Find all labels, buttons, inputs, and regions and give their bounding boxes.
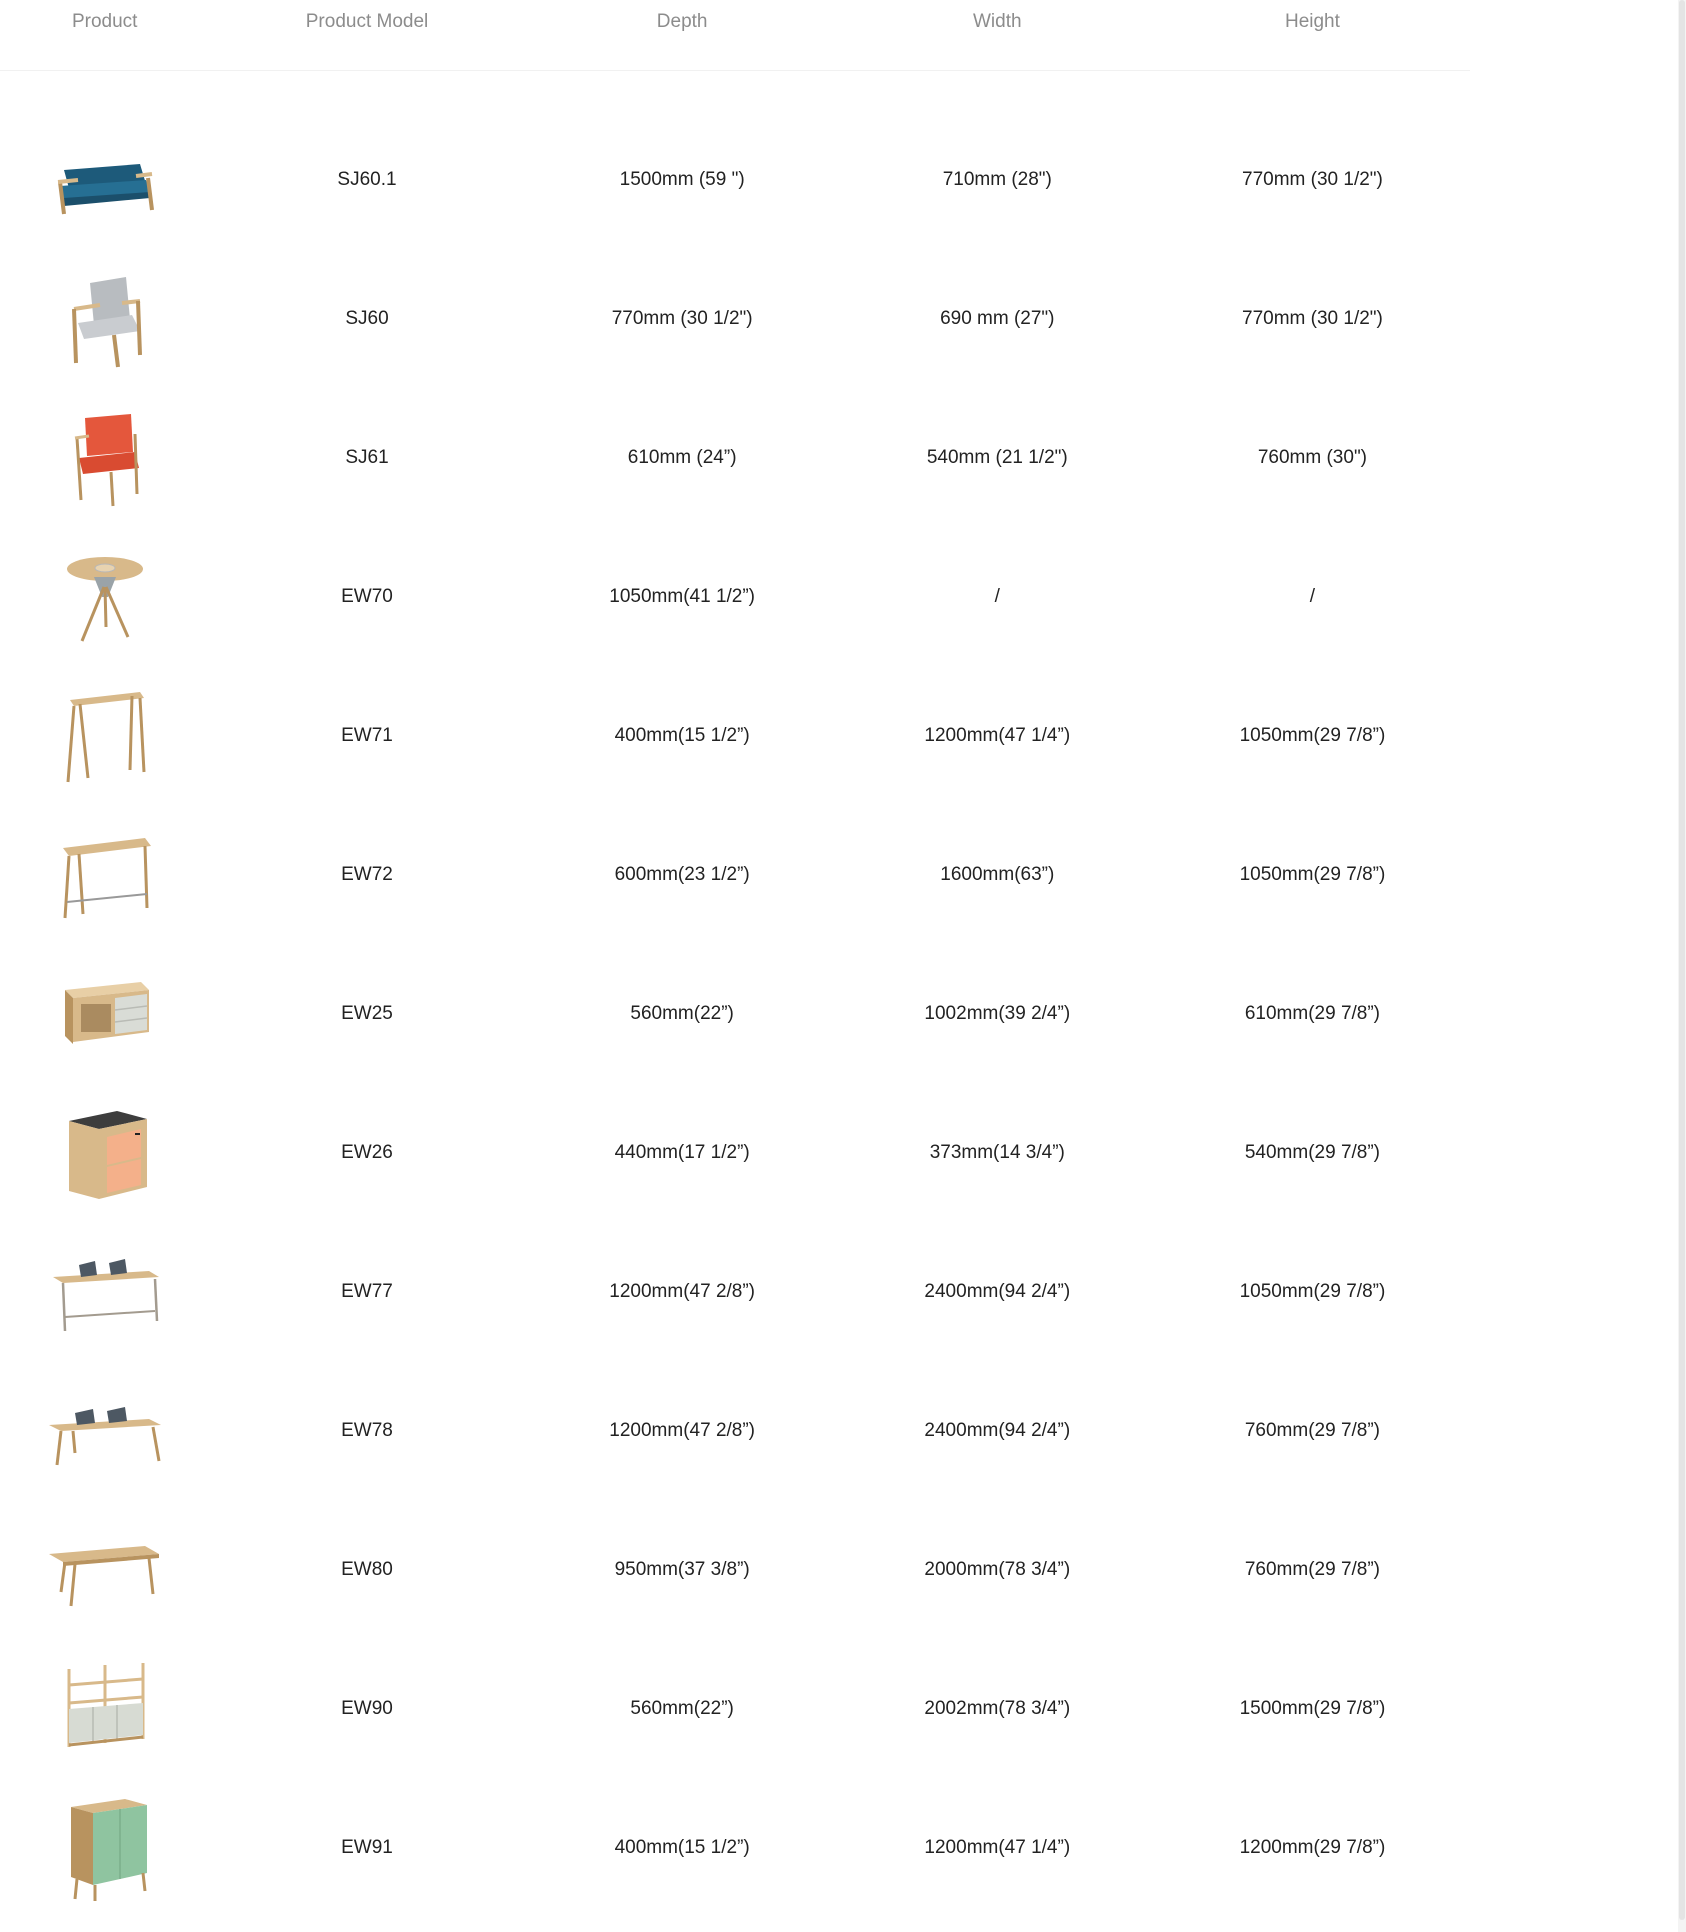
table-row (0, 1083, 1470, 1222)
product-thumbnail-round-table[interactable] (45, 541, 165, 653)
width-cell: 1002mm(39 2/4”) (924, 1002, 1071, 1024)
model-cell: EW70 (341, 585, 393, 607)
height-cell: 1200mm(29 7/8”) (1239, 1836, 1386, 1858)
height-cell: / (1309, 585, 1316, 607)
depth-cell: 600mm(23 1/2”) (614, 863, 750, 885)
product-thumbnail-sofa-blue[interactable] (45, 124, 165, 236)
table-row (0, 388, 1470, 527)
width-cell: 1200mm(47 1/4”) (924, 1836, 1071, 1858)
table-row (0, 805, 1470, 944)
header-product: Product (71, 11, 138, 32)
width-cell: 710mm (28") (942, 168, 1052, 190)
width-cell: 2002mm(78 3/4”) (924, 1697, 1071, 1719)
product-thumbnail-cell (0, 1222, 209, 1361)
product-thumbnail-shelf-unit[interactable] (45, 1653, 165, 1765)
table-row (0, 110, 1470, 249)
product-thumbnail-bench-desk-low[interactable] (45, 1375, 165, 1487)
product-thumbnail-bench-desk-tall[interactable] (45, 1236, 165, 1348)
model-cell: EW80 (341, 1558, 393, 1580)
width-cell: 2400mm(94 2/4”) (924, 1280, 1071, 1302)
scrollbar-thumb[interactable] (1679, 0, 1685, 1920)
product-thumbnail-cell (0, 1361, 209, 1500)
table-row (0, 527, 1470, 666)
height-cell: 760mm(29 7/8”) (1244, 1419, 1381, 1441)
height-cell: 770mm (30 1/2") (1242, 307, 1383, 329)
height-cell: 610mm(29 7/8”) (1244, 1002, 1381, 1024)
depth-cell: 1200mm(47 2/8”) (609, 1280, 756, 1302)
model-cell: EW77 (341, 1280, 393, 1302)
product-thumbnail-cell (0, 388, 209, 527)
product-thumbnail-cell (0, 110, 209, 249)
product-thumbnail-long-table[interactable] (45, 1514, 165, 1626)
height-cell: 1500mm(29 7/8”) (1239, 1697, 1386, 1719)
model-cell: EW26 (341, 1141, 393, 1163)
table-row (0, 944, 1470, 1083)
model-cell: SJ60 (345, 307, 389, 329)
height-cell: 760mm (30") (1257, 446, 1368, 468)
model-cell: EW90 (341, 1697, 393, 1719)
scrollbar[interactable] (1678, 0, 1686, 1932)
product-thumbnail-cell (0, 249, 209, 388)
height-cell: 760mm(29 7/8”) (1244, 1558, 1381, 1580)
header-product-model: Product Model (305, 11, 429, 32)
width-cell: 2000mm(78 3/4”) (924, 1558, 1071, 1580)
product-thumbnail-low-cabinet[interactable] (45, 958, 165, 1070)
header-depth: Depth (656, 11, 708, 32)
table-row (0, 666, 1470, 805)
depth-cell: 770mm (30 1/2") (611, 307, 753, 329)
product-thumbnail-cell (0, 1778, 209, 1917)
width-cell: 540mm (21 1/2") (926, 446, 1068, 468)
spec-table (0, 0, 1470, 71)
table-row (0, 1778, 1470, 1917)
product-thumbnail-tall-desk-wide[interactable] (45, 819, 165, 931)
table-row (0, 1361, 1470, 1500)
height-cell: 1050mm(29 7/8”) (1239, 1280, 1386, 1302)
table-row (0, 249, 1470, 388)
depth-cell: 1050mm(41 1/2”) (609, 585, 756, 607)
width-cell: / (994, 585, 1000, 607)
product-thumbnail-pedestal-drawer[interactable] (45, 1097, 165, 1209)
product-thumbnail-armchair-grey[interactable] (45, 263, 165, 375)
width-cell: 1600mm(63”) (940, 863, 1055, 885)
product-thumbnail-cell (0, 1083, 209, 1222)
height-cell: 1050mm(29 7/8”) (1239, 863, 1386, 885)
header-height: Height (1284, 11, 1340, 32)
model-cell: SJ60.1 (337, 168, 397, 190)
depth-cell: 1200mm(47 2/8”) (609, 1419, 756, 1441)
product-thumbnail-chair-orange[interactable] (45, 402, 165, 514)
width-cell: 373mm(14 3/4”) (929, 1141, 1065, 1163)
depth-cell: 400mm(15 1/2”) (614, 724, 750, 746)
table-header (0, 0, 1470, 71)
model-cell: SJ61 (345, 446, 389, 468)
model-cell: EW78 (341, 1419, 393, 1441)
product-thumbnail-cell (0, 666, 209, 805)
height-cell: 1050mm(29 7/8”) (1239, 724, 1386, 746)
depth-cell: 560mm(22”) (630, 1002, 734, 1024)
depth-cell: 950mm(37 3/8”) (614, 1558, 750, 1580)
table-row (0, 1222, 1470, 1361)
model-cell: EW25 (341, 1002, 393, 1024)
product-thumbnail-cell (0, 805, 209, 944)
product-thumbnail-cell (0, 1500, 209, 1639)
height-cell: 540mm(29 7/8”) (1244, 1141, 1381, 1163)
width-cell: 2400mm(94 2/4”) (924, 1419, 1071, 1441)
depth-cell: 610mm (24”) (627, 446, 737, 468)
depth-cell: 440mm(17 1/2”) (614, 1141, 750, 1163)
table-row (0, 1500, 1470, 1639)
product-thumbnail-cell (0, 527, 209, 666)
table-body (0, 110, 1470, 1917)
model-cell: EW72 (341, 863, 393, 885)
model-cell: EW71 (341, 724, 393, 746)
depth-cell: 560mm(22”) (630, 1697, 734, 1719)
product-thumbnail-cell (0, 1639, 209, 1778)
height-cell: 770mm (30 1/2") (1242, 168, 1383, 190)
width-cell: 1200mm(47 1/4”) (924, 724, 1071, 746)
header-width: Width (973, 11, 1022, 32)
table-row (0, 1639, 1470, 1778)
product-thumbnail-tall-desk[interactable] (45, 680, 165, 792)
product-thumbnail-cell (0, 944, 209, 1083)
model-cell: EW91 (341, 1836, 393, 1858)
width-cell: 690 mm (27") (940, 307, 1055, 329)
depth-cell: 400mm(15 1/2”) (614, 1836, 750, 1858)
depth-cell: 1500mm (59 ") (619, 168, 745, 190)
product-thumbnail-green-cabinet[interactable] (45, 1792, 165, 1904)
